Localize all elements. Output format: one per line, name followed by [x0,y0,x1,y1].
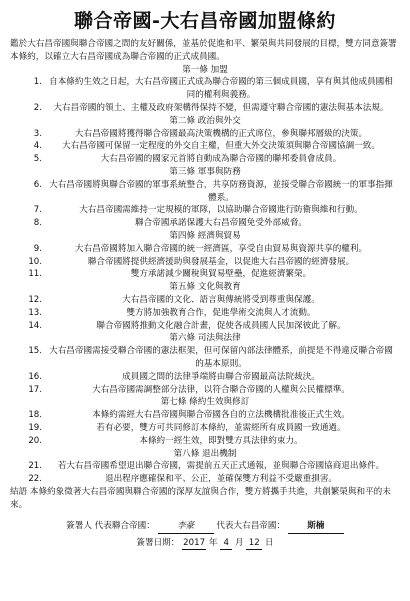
article [8,384,402,397]
signature-row [8,517,402,535]
article-number: 20. [28,435,42,446]
chapter-heading: 第四條 經濟與貿易 [169,230,241,241]
article-text: 成員國之間的法律爭端將由聯合帝國最高法院裁決。 [122,371,320,382]
article-number: 11. [28,269,42,280]
article [8,256,402,269]
article [8,473,402,486]
article-number: 14. [28,320,42,331]
article-number: 4. [33,141,42,152]
date-month-unit: 月 [234,538,244,549]
date-day: 12 [246,537,262,550]
article [8,294,402,307]
article [8,268,402,281]
article [8,217,402,230]
date-year-unit: 年 [208,538,218,549]
article-number: 17. [28,384,42,395]
article-number: 7. [33,205,42,216]
article-number: 3. [33,128,42,139]
article-text: 聯合帝國承諾保護大右昌帝國免受外部威脅。 [135,218,307,229]
signature-label-left: 簽署人 代表聯合帝國： [66,521,155,532]
chapter-heading: 第五條 文化與教育 [169,282,241,293]
article-number: 22. [28,474,42,485]
article-number: 12. [28,294,42,305]
article-text: 若有必要，雙方可共同修訂本條約，並需經所有成員國一致通過。 [96,422,346,433]
article-text: 大右昌帝國的文化、語言與傳統將受到尊重與保護。 [122,294,320,305]
article-number: 15. [28,346,42,357]
chapter-heading: 第六條 司法與法律 [169,333,241,344]
chapter-heading: 第八條 退出機制 [173,448,237,459]
chapter-heading: 第七條 條約生效與修訂 [160,397,250,408]
article-number: 9. [33,243,42,254]
article [8,179,402,205]
article-number: 10. [28,256,42,267]
article-text: 退出程序應確保和平、公正，並確保雙方利益不受嚴重損害。 [104,474,338,485]
article-text: 大右昌帝國將加入聯合帝國的統一經濟區，享受自由貿易與資源共享的權利。 [74,243,368,254]
closing-text: 結語 本條約象徵著大右昌帝國與聯合帝國的深厚友誼與合作，雙方將攜手共進，共創繁榮與和平的未來。 [10,486,391,510]
article-text: 聯合帝國將推動文化融合計畫，促使各成員國人民加深彼此了解。 [96,320,346,331]
article [8,140,402,153]
article-number: 6. [33,179,42,190]
article [8,307,402,320]
article-number: 5. [33,154,42,165]
signature-right: 斯楠 [307,521,325,532]
article [8,422,402,435]
article-number: 21. [28,461,42,472]
article [8,243,402,256]
article-number: 8. [33,218,42,229]
article [8,371,402,384]
signature-line-left [158,519,214,534]
chapter-heading: 第一條 加盟 [182,64,228,75]
closing-statement [10,486,400,512]
article-text: 自本條約生效之日起，大右昌帝國正式成為聯合帝國的第三個成員國，享有與其他成員國相同的權利與義務。 [49,77,393,101]
article-text: 大右昌帝國可保留一定程度的外交自主權，但重大外交決策須與聯合帝國協調一致。 [62,141,380,152]
date-year: 2017 [183,538,206,549]
signature-left: 李豪 [176,521,195,532]
article-number: 18. [28,410,42,421]
date-day-unit: 日 [265,538,274,549]
article-text: 大右昌帝國的國家元首將自動成為聯合帝國的聯邦委員會成員。 [100,154,342,165]
article [8,320,402,333]
article-text: 雙方將加強教育合作，促進學術交流與人才流動。 [126,307,316,318]
article-number: 19. [28,422,42,433]
article [8,76,402,102]
article-text: 本條約一經生效，即對雙方具法律約束力。 [139,435,303,446]
article-text: 若大右昌帝國希望退出聯合帝國，需提前五天正式通報，並與聯合帝國協商退出條件。 [57,461,385,472]
article-number: 16. [28,371,42,382]
article-number: 13. [28,307,42,318]
article-number: 2. [33,102,42,113]
article-text: 大右昌帝國需維持一定規模的軍隊，以協助聯合帝國進行防衛與維和行動。 [79,205,363,216]
signature-label-right: 代表大右昌帝國： [216,521,286,532]
chapter-heading: 第二條 政治與外交 [169,115,241,126]
article [8,102,402,115]
treaty-body [8,64,402,486]
article-text: 雙方承諾減少關稅與貿易壁壘，促進經濟繁榮。 [130,269,312,280]
article-text: 大右昌帝國將獲得聯合帝國最高決策機構的正式席位，參與聯邦層級的決策。 [74,128,368,139]
document-title: 聯合帝國-大右昌帝國加盟條約 [74,10,336,32]
article-text: 大右昌帝國的領土、主權及政府架構得保持不變，但需遵守聯合帝國的憲法與基本法規。 [53,102,389,113]
article [8,204,402,217]
article [8,128,402,141]
article [8,435,402,448]
article-text: 聯合帝國將提供經濟援助與發展基金，以促進大右昌帝國的經濟發展。 [87,256,355,267]
chapter-heading: 第三條 軍事與防務 [169,166,241,177]
article-text: 本條約需經大右昌帝國與聯合帝國各自的立法機構批准後正式生效。 [92,410,350,421]
preamble: 鑑於大右昌帝國與聯合帝國之間的友好關係，並基於促進和平、繁榮與共同發展的目標，雙方同意簽署本條約，以確立大右昌帝國成為聯合帝國的正式成員國。 [10,39,397,62]
article [8,409,402,422]
date-row [8,535,402,551]
article-text: 大右昌帝國需調整部分法律，以符合聯合帝國的人權與公民權標準。 [92,384,350,395]
article [8,153,402,166]
article [8,345,402,371]
article [8,460,402,473]
date-label: 簽署日期： [136,538,180,549]
article-text: 大右昌帝國將與聯合帝國的軍事系統整合，共享防務資源，並接受聯合帝國統一的軍事指揮體系。 [49,179,393,203]
date-month: 4 [220,537,232,550]
article-text: 大右昌帝國需接受聯合帝國的憲法框架，但可保留內部法律體系，前提是不得違反聯合帝國的基本原則。 [49,346,393,369]
signature-line-right [288,519,344,534]
article-number: 1. [33,77,42,88]
